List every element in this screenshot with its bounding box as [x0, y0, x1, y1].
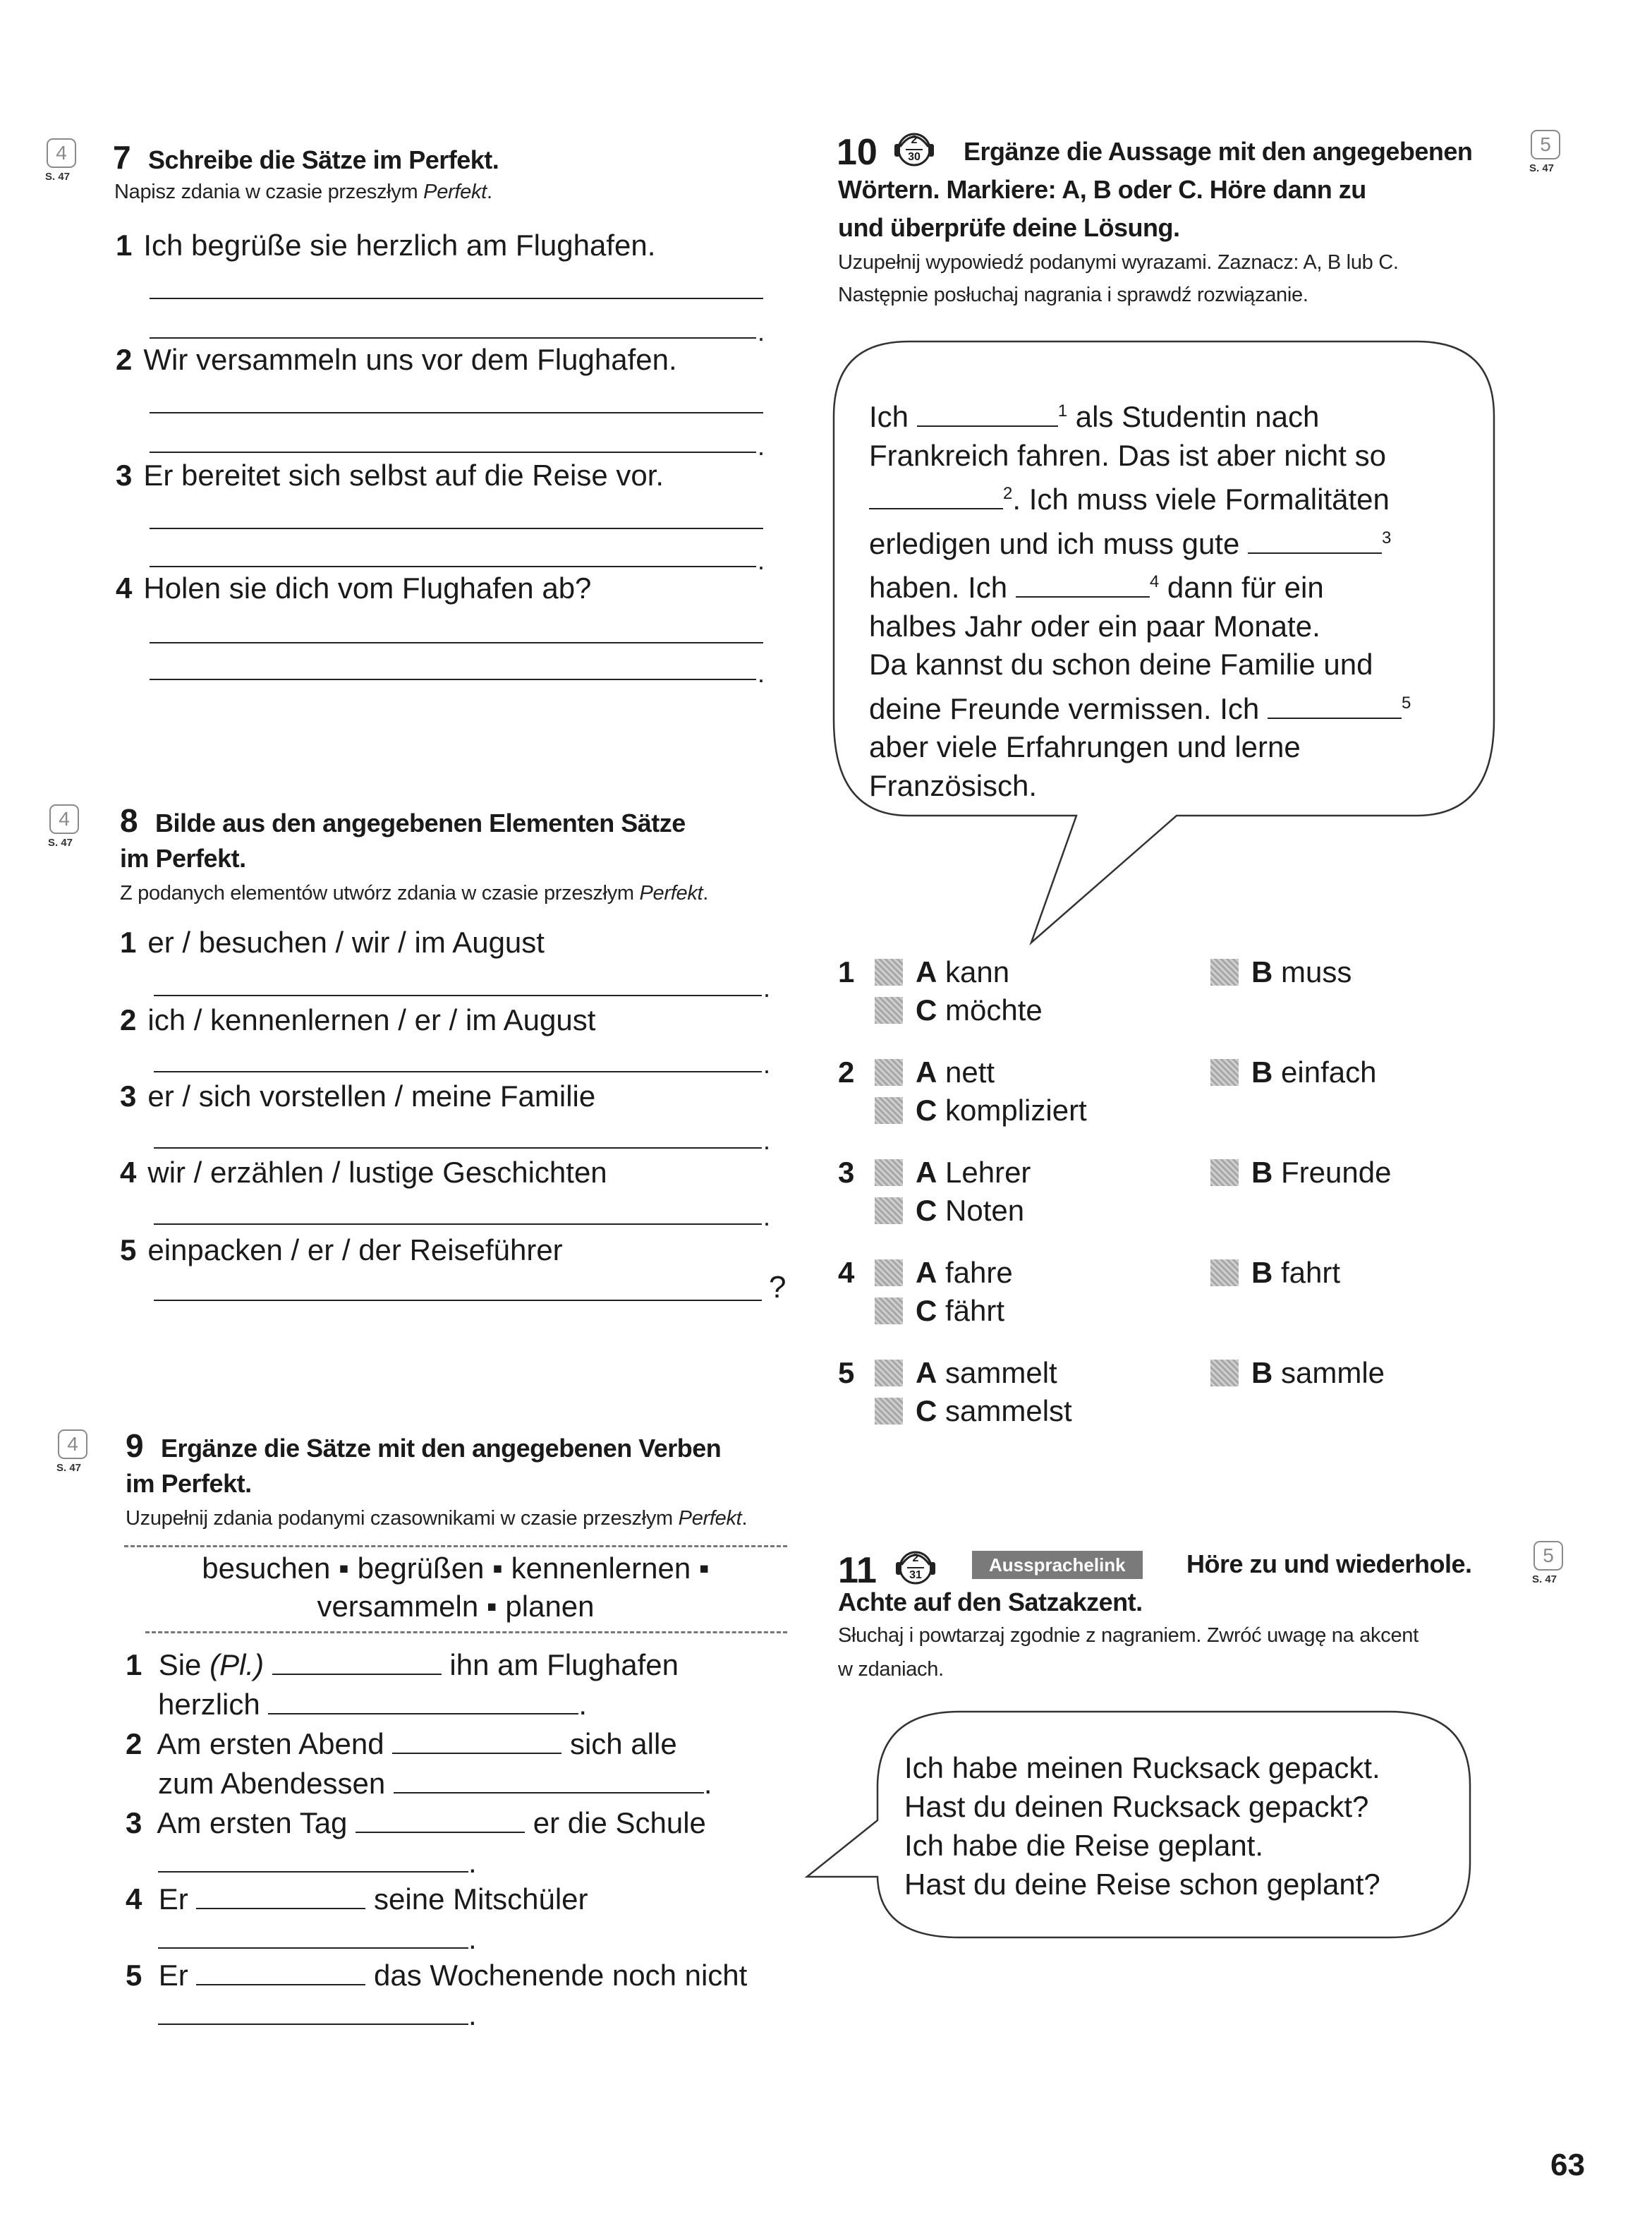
item-number: 4 [116, 571, 133, 605]
answer-blank[interactable] [196, 1887, 365, 1909]
answer-blank[interactable] [394, 1771, 704, 1794]
instruction-line-1: Słuchaj i powtarzaj zgodnie z nagraniem. Zwróć uwagę na akcent [838, 1624, 1419, 1647]
option-a[interactable] [875, 1356, 1057, 1390]
item-text: herzlich [158, 1688, 260, 1721]
checkbox[interactable] [1210, 959, 1239, 986]
ex9-item-2 [126, 1724, 803, 1764]
item-text: Er bereitet sich selbst auf die Reise vor. [143, 459, 664, 492]
bubble-line: Ich habe die Reise geplant. [904, 1829, 1264, 1862]
period: . [763, 974, 771, 1003]
ex7-section-badge [45, 138, 76, 183]
instruction-text: Uzupełnij zdania podanymi czasownikami w czasie przeszłym [126, 1507, 679, 1530]
answer-blank[interactable] [158, 1926, 468, 1949]
page-reference: S. 47 [48, 837, 73, 849]
bubble-line [869, 684, 1411, 729]
headphones-icon[interactable] [893, 126, 935, 169]
instruction-text: Z podanych elementów utwórz zdania w czasie przeszłym [120, 882, 640, 905]
instruction-line-2: Następnie posłuchaj nagrania i sprawdź rozwiązanie. [838, 284, 1308, 306]
option-letter: A [916, 1256, 937, 1289]
period: . [758, 432, 765, 461]
option-a[interactable] [875, 1156, 1031, 1190]
checkbox[interactable] [875, 1398, 903, 1425]
exercise-title-line-2: Achte auf den Satzakzent. [838, 1587, 1143, 1616]
answer-line[interactable] [150, 298, 763, 299]
checkbox[interactable] [1210, 1159, 1239, 1186]
gap-5[interactable] [1268, 696, 1402, 719]
ex9-item-4 [126, 1880, 803, 1919]
option-c[interactable] [875, 1294, 1004, 1328]
option-text: Freunde [1281, 1156, 1392, 1189]
page-reference: S. 47 [56, 1462, 82, 1474]
word-list-line-2: versammeln ▪ planen [317, 1590, 595, 1623]
option-b[interactable] [1210, 955, 1352, 989]
exercise-number: 11 [838, 1550, 877, 1591]
audio-track-number: 31 [909, 1569, 922, 1581]
option-b[interactable] [1210, 1056, 1376, 1089]
instruction-line-1: Uzupełnij wypowiedź podanymi wyrazami. Zaznacz: A, B lub C. [838, 251, 1399, 274]
option-letter: C [916, 1294, 937, 1327]
item-text: Er [158, 1882, 188, 1916]
ex9-item-1-cont: herzlich . [158, 1688, 588, 1721]
item-text: Er [158, 1959, 188, 1992]
item-number: 3 [120, 1079, 137, 1113]
ex7-item-3 [116, 459, 664, 492]
item-text: das Wochenende noch nicht [374, 1959, 748, 1992]
option-letter: C [916, 1094, 937, 1127]
item-text: Am ersten Tag [157, 1806, 348, 1839]
word-box-top-rule [124, 1545, 787, 1547]
option-text: fahrt [1281, 1256, 1341, 1289]
option-text: nett [945, 1056, 995, 1089]
section-number: 5 [1533, 1541, 1563, 1571]
ex8-item-4 [120, 1156, 607, 1190]
checkbox[interactable] [875, 997, 903, 1024]
bubble-line: halbes Jahr oder ein paar Monate. [869, 609, 1320, 643]
period: . [763, 1202, 771, 1231]
option-number: 5 [838, 1356, 855, 1389]
option-text: fahre [945, 1256, 1013, 1289]
page-reference: S. 47 [45, 171, 71, 183]
option-c[interactable] [875, 1394, 1072, 1428]
exercise-title-line-3: und überprüfe deine Lösung. [838, 213, 1180, 242]
ex9-item-3-cont: . [126, 1843, 803, 1880]
bubble-line: Da kannst du schon deine Familie und [869, 648, 1373, 681]
item-text: Ich begrüße sie herzlich am Flughafen. [143, 229, 656, 262]
option-letter: B [1251, 1156, 1273, 1189]
answer-line[interactable] [154, 1147, 762, 1149]
checkbox[interactable] [875, 959, 903, 986]
option-letter: B [1251, 1256, 1273, 1289]
ex9-item-4-cont: . [126, 1919, 803, 1956]
item-text: Am ersten Abend [157, 1727, 384, 1760]
bubble-text-part: Ich [869, 400, 909, 433]
exercise-number: 7 [113, 139, 131, 176]
option-text: sammle [1281, 1356, 1385, 1389]
ex7-header [113, 138, 499, 176]
bubble-line: Frankreich fahren. Das ist aber nicht so [869, 438, 1386, 472]
instruction-end: . [741, 1507, 748, 1530]
ex7-instruction [114, 181, 492, 204]
instruction-end: . [703, 882, 709, 905]
option-letter: A [916, 1156, 937, 1189]
exercise-title: Bilde aus den angegebenen Elementen Sätze [155, 809, 686, 837]
period: . [758, 546, 765, 575]
ex9-items [126, 1645, 803, 2032]
section-number: 4 [47, 138, 76, 168]
answer-blank[interactable] [268, 1692, 578, 1714]
item-number: 4 [120, 1156, 137, 1189]
item-number: 2 [116, 343, 133, 376]
item-number: 2 [126, 1727, 142, 1760]
item-text: ich / kennenlernen / er / im August [147, 1003, 596, 1036]
exercise-number: 8 [120, 802, 138, 839]
bubble-text-part: . Ich muss viele Formalitäten [1012, 483, 1390, 516]
item-text: er / sich vorstellen / meine Familie [147, 1079, 596, 1113]
gap-number: 3 [1382, 528, 1392, 548]
option-number: 4 [838, 1256, 855, 1289]
gap-4[interactable] [1016, 575, 1150, 598]
instruction-text: Napisz zdania w czasie przeszłym [114, 181, 424, 203]
ex9-item-5-cont: . [126, 1995, 803, 2032]
option-b[interactable] [1210, 1256, 1340, 1290]
bubble-line: Hast du deinen Rucksack gepackt? [904, 1790, 1369, 1823]
audio-cd-number: 2 [912, 1552, 919, 1564]
section-number: 4 [58, 1429, 87, 1459]
option-c[interactable] [875, 993, 1043, 1027]
option-text: fährt [945, 1294, 1005, 1327]
option-c[interactable] [875, 1094, 1087, 1127]
item-text: sich alle [569, 1727, 677, 1760]
item-number: 2 [120, 1003, 137, 1036]
exercise-title-line-2: im Perfekt. [120, 844, 246, 873]
word-list-line-1: besuchen ▪ begrüßen ▪ kennenlernen ▪ [202, 1552, 710, 1585]
bubble-text [869, 392, 1411, 805]
bubble-line: Ich habe meinen Rucksack gepackt. [904, 1751, 1380, 1784]
headphones-icon[interactable] [894, 1544, 937, 1587]
exercise-title: Ergänze die Sätze mit den angegebenen Verben [161, 1434, 722, 1463]
item-text: Sie [158, 1648, 210, 1681]
section-number: 5 [1531, 130, 1560, 159]
gap-number: 2 [1003, 484, 1013, 503]
answer-blank[interactable] [158, 2002, 468, 2025]
gap-1[interactable] [917, 404, 1058, 427]
answer-blank[interactable] [272, 1652, 442, 1675]
item-number: 4 [126, 1882, 142, 1916]
item-number: 3 [116, 459, 133, 492]
exercise-number: 9 [126, 1427, 144, 1464]
ex9-item-3 [126, 1803, 803, 1843]
option-text: kompliziert [945, 1094, 1087, 1127]
answer-line[interactable] [150, 452, 756, 453]
ex9-item-5 [126, 1956, 803, 1995]
gap-number: 1 [1057, 401, 1068, 421]
item-text: wir / erzählen / lustige Geschichten [147, 1156, 607, 1189]
option-letter: C [916, 1194, 937, 1227]
answer-line[interactable] [150, 566, 756, 567]
instruction-line-2: w zdaniach. [838, 1658, 944, 1681]
option-text: einfach [1281, 1056, 1377, 1089]
answer-line[interactable] [150, 679, 756, 680]
checkbox[interactable] [875, 1360, 903, 1386]
bubble-text-part: deine Freunde vermissen. Ich [869, 691, 1260, 725]
ex10-section-badge [1529, 130, 1560, 174]
option-b[interactable] [1210, 1356, 1385, 1390]
ex9-header [126, 1427, 721, 1465]
exercise-title: Ergänze die Aussage mit den angegebenen [964, 137, 1473, 166]
pronunciation-tag: Aussprachelink [972, 1551, 1143, 1579]
option-letter: A [916, 1356, 937, 1389]
page-number: 63 [1550, 2148, 1585, 2182]
gap-number: 5 [1401, 693, 1411, 713]
option-text: sammelt [945, 1356, 1057, 1389]
word-box-bottom-rule [145, 1631, 787, 1633]
option-a[interactable] [875, 1256, 1013, 1290]
checkbox[interactable] [875, 1298, 903, 1324]
item-text: Wir versammeln uns vor dem Flughafen. [143, 343, 677, 376]
item-text: zum Abendessen [158, 1767, 386, 1800]
ex9-section-badge [56, 1429, 87, 1474]
period: . [763, 1050, 771, 1079]
item-number: 1 [126, 1648, 142, 1681]
option-c[interactable] [875, 1194, 1024, 1228]
option-text: Lehrer [945, 1156, 1031, 1189]
option-a[interactable] [875, 1056, 995, 1089]
exercise-title-line-2: Wörtern. Markiere: A, B oder C. Höre dann zu [838, 175, 1366, 204]
page-reference: S. 47 [1529, 162, 1555, 174]
checkbox[interactable] [1210, 1360, 1239, 1386]
item-text: seine Mitschüler [374, 1882, 588, 1916]
answer-blank[interactable] [158, 1850, 468, 1873]
ex8-item-3 [120, 1079, 595, 1113]
period: . [763, 1126, 771, 1155]
ex8-item-2 [120, 1003, 595, 1037]
answer-line[interactable] [150, 337, 756, 339]
option-text: kann [945, 955, 1010, 988]
checkbox[interactable] [875, 1159, 903, 1186]
period: . [758, 317, 765, 346]
answer-line[interactable] [154, 995, 762, 996]
section-number: 4 [49, 804, 79, 834]
bubble-line: Hast du deine Reise schon geplant? [904, 1868, 1380, 1901]
option-number: 3 [838, 1156, 855, 1189]
option-text: sammelst [945, 1394, 1072, 1427]
answer-line[interactable] [154, 1223, 762, 1225]
bubble-text-part: dann für ein [1167, 571, 1324, 604]
ex7-item-4 [116, 571, 591, 605]
audio-cd-number: 2 [911, 134, 918, 146]
ex7-item-2 [116, 343, 677, 377]
answer-line[interactable] [154, 1071, 762, 1072]
bubble-line [869, 392, 1411, 437]
answer-line[interactable] [150, 642, 763, 643]
gap-2[interactable] [869, 487, 1003, 509]
bubble-text-part: als Studentin nach [1075, 400, 1320, 433]
ex8-section-badge [48, 804, 79, 849]
item-text-italic: (Pl.) [209, 1648, 265, 1681]
checkbox[interactable] [875, 1259, 903, 1286]
audio-track-number: 30 [908, 151, 921, 163]
item-text: ihn am Flughafen [449, 1648, 679, 1681]
exercise-title-line-2: im Perfekt. [126, 1469, 252, 1498]
item-text: er die Schule [533, 1806, 706, 1839]
ex11-section-badge [1532, 1541, 1563, 1585]
gap-3[interactable] [1248, 531, 1382, 554]
bubble-line: Französisch. [869, 768, 1038, 802]
answer-line[interactable] [150, 528, 763, 529]
bubble-text [904, 1748, 1380, 1904]
option-letter: A [916, 955, 937, 988]
checkbox[interactable] [875, 1097, 903, 1124]
ex9-instruction [126, 1507, 747, 1530]
answer-line[interactable] [154, 1300, 762, 1301]
answer-blank[interactable] [196, 1963, 365, 1985]
item-number: 5 [120, 1233, 137, 1266]
ex9-item-1 [126, 1645, 803, 1685]
option-number: 2 [838, 1056, 855, 1089]
instruction-end: . [486, 181, 492, 203]
checkbox[interactable] [875, 1197, 903, 1224]
option-letter: A [916, 1056, 937, 1089]
instruction-italic: Perfekt [639, 882, 703, 905]
ex8-item-5 [120, 1233, 563, 1267]
checkbox[interactable] [875, 1059, 903, 1086]
item-number: 5 [126, 1959, 142, 1992]
answer-blank[interactable] [392, 1731, 561, 1754]
item-text: Holen sie dich vom Flughafen ab? [143, 571, 592, 605]
option-b[interactable] [1210, 1156, 1391, 1190]
ex7-item-1 [116, 229, 655, 262]
item-number: 1 [120, 926, 137, 959]
bubble-text-part: erledigen und ich muss gute [869, 526, 1240, 560]
option-text: muss [1281, 955, 1352, 988]
option-number: 1 [838, 955, 855, 988]
period: . [758, 659, 765, 688]
word-box [124, 1549, 787, 1626]
option-letter: B [1251, 1056, 1273, 1089]
ex9-item-2-cont: zum Abendessen . [158, 1767, 712, 1800]
option-text: möchte [945, 993, 1043, 1027]
item-number: 1 [116, 229, 133, 262]
bubble-line [869, 475, 1411, 519]
bubble-line: aber viele Erfahrungen und lerne [869, 730, 1301, 763]
bubble-line [869, 563, 1411, 607]
checkbox[interactable] [1210, 1059, 1239, 1086]
answer-blank[interactable] [356, 1810, 525, 1833]
ex8-item-1 [120, 926, 545, 960]
ex8-instruction [120, 882, 708, 905]
instruction-italic: Perfekt [678, 1507, 742, 1530]
exercise-title: Höre zu und wiederhole. [1186, 1549, 1472, 1578]
checkbox[interactable] [1210, 1259, 1239, 1286]
gap-number: 4 [1149, 572, 1160, 591]
item-text: er / besuchen / wir / im August [147, 926, 545, 959]
instruction-italic: Perfekt [423, 181, 487, 203]
question-mark: ? [769, 1270, 786, 1305]
item-number: 3 [126, 1806, 142, 1839]
answer-line[interactable] [150, 412, 763, 413]
option-text: Noten [945, 1194, 1025, 1227]
item-text: einpacken / er / der Reiseführer [147, 1233, 563, 1266]
bubble-text-part: haben. Ich [869, 571, 1008, 604]
option-letter: B [1251, 1356, 1273, 1389]
option-a[interactable] [875, 955, 1009, 989]
option-letter: C [916, 1394, 937, 1427]
bubble-line [869, 519, 1411, 564]
ex8-header [120, 802, 686, 840]
exercise-number: 10 [837, 132, 877, 173]
option-letter: C [916, 993, 937, 1027]
page-reference: S. 47 [1532, 1573, 1557, 1585]
exercise-title: Schreibe die Sätze im Perfekt. [148, 145, 499, 174]
option-letter: B [1251, 955, 1273, 988]
